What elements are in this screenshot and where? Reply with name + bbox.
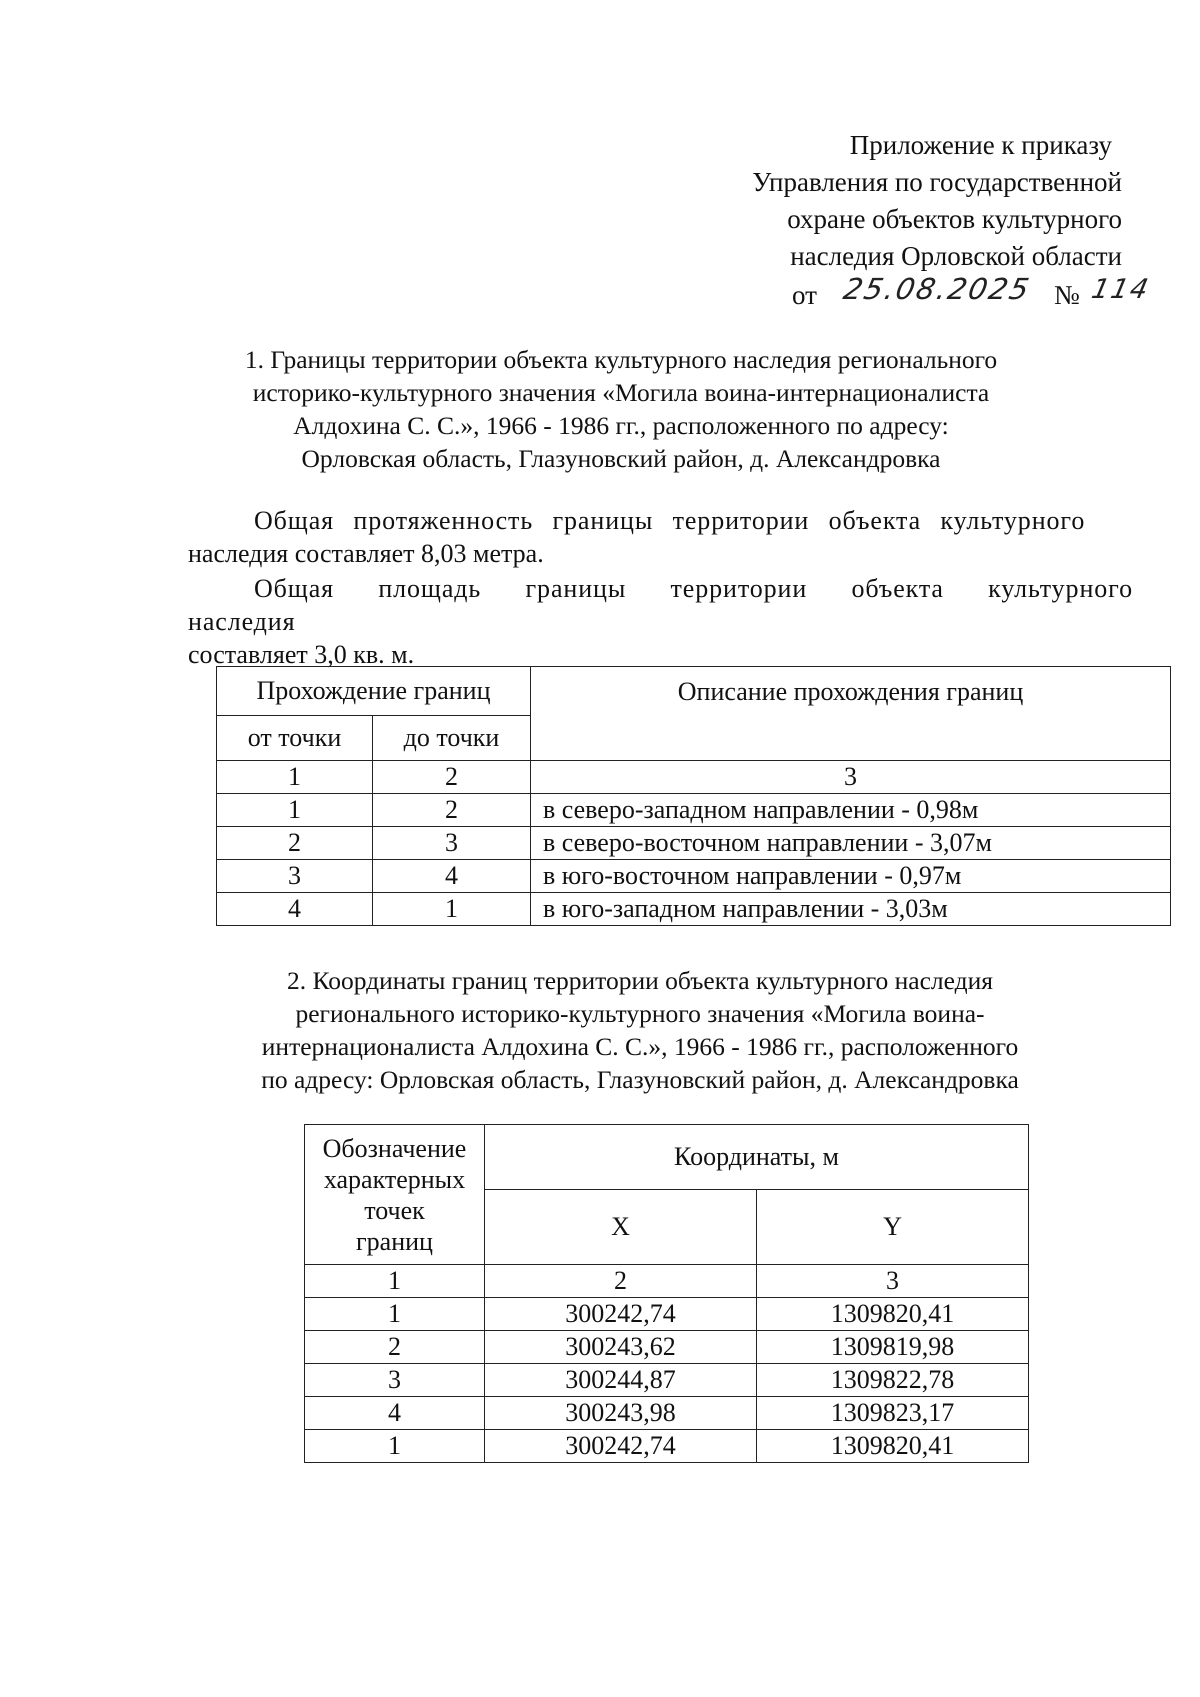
passage-description: в северо-западном направлении - 0,98м	[531, 794, 1171, 827]
points-header-line: точек	[364, 1195, 425, 1225]
y-header: Y	[757, 1190, 1029, 1265]
table-row	[217, 794, 1171, 827]
to-point: 3	[373, 827, 531, 860]
point-designation: 3	[305, 1364, 485, 1397]
date-prefix: от	[792, 280, 817, 310]
table-row	[217, 827, 1171, 860]
y-coordinate: 1309820,41	[757, 1298, 1029, 1331]
column-number: 2	[485, 1265, 757, 1298]
point-designation: 4	[305, 1397, 485, 1430]
header-line-2: Управления по государственной	[752, 167, 1122, 197]
x-header: X	[485, 1190, 757, 1265]
column-number: 3	[757, 1265, 1029, 1298]
from-point: 3	[217, 860, 373, 893]
handwritten-order-date: 25.08.2025	[840, 272, 1034, 306]
coordinates-header: Координаты, м	[485, 1125, 1029, 1190]
boundary-length-paragraph	[188, 504, 1133, 570]
section-1-heading-line: 1. Границы территории объекта культурного наследия регионального	[244, 345, 998, 374]
number-sign: №	[1054, 280, 1080, 310]
section-2-heading	[210, 964, 1070, 1096]
to-point: 4	[373, 860, 531, 893]
section-1-heading	[186, 343, 1056, 475]
points-header-line: границ	[356, 1226, 433, 1256]
boundary-area-paragraph	[188, 572, 1133, 671]
to-point: 1	[373, 893, 531, 926]
table-row	[305, 1331, 1029, 1364]
x-coordinate: 300242,74	[485, 1430, 757, 1463]
points-header-line: Обозначение	[322, 1133, 467, 1163]
order-date-line	[792, 272, 1153, 312]
table-row	[305, 1298, 1029, 1331]
header-line-1: Приложение к приказу	[849, 130, 1112, 160]
table-row	[217, 860, 1171, 893]
boundary-length-line-2: наследия составляет 8,03 метра.	[188, 539, 544, 568]
header-line-3: охране объектов культурного	[787, 204, 1122, 234]
from-point-header: от точки	[217, 716, 373, 761]
to-point: 2	[373, 794, 531, 827]
passage-description: в юго-восточном направлении - 0,97м	[531, 860, 1171, 893]
boundary-area-line-1: Общая площадь границы территории объекта культурного наследия	[188, 574, 1133, 636]
point-designation: 2	[305, 1331, 485, 1364]
to-point-header: до точки	[373, 716, 531, 761]
header-line-4: наследия Орловской области	[790, 241, 1122, 271]
description-header: Описание прохождения границ	[531, 667, 1171, 761]
point-designation: 1	[305, 1298, 485, 1331]
table-row	[217, 893, 1171, 926]
section-2-heading-line: интернационалиста Алдохина С. С.», 1966 - 1986 гг., расположенного	[261, 1032, 1019, 1061]
y-coordinate: 1309823,17	[757, 1397, 1029, 1430]
section-2-heading-line: 2. Координаты границ территории объекта культурного наследия	[287, 966, 993, 995]
column-number: 2	[373, 761, 531, 794]
from-point: 1	[217, 794, 373, 827]
boundary-passage-table	[216, 666, 1171, 926]
passage-header: Прохождение границ	[217, 667, 531, 716]
y-coordinate: 1309820,41	[757, 1430, 1029, 1463]
coordinates-table	[304, 1124, 1029, 1463]
x-coordinate: 300242,74	[485, 1298, 757, 1331]
points-header-line: характерных	[323, 1164, 466, 1194]
boundary-length-line-1: Общая протяженность границы территории объекта культурного	[254, 506, 1086, 535]
point-designation: 1	[305, 1430, 485, 1463]
from-point: 2	[217, 827, 373, 860]
table-row	[305, 1364, 1029, 1397]
table-numbering-row	[217, 761, 1171, 794]
section-1-heading-line: Орловская область, Глазуновский район, д. Александровка	[301, 444, 941, 473]
x-coordinate: 300243,98	[485, 1397, 757, 1430]
x-coordinate: 300244,87	[485, 1364, 757, 1397]
section-2-heading-line: регионального историко-культурного значения «Могила воина-	[295, 999, 985, 1028]
points-designation-header	[305, 1125, 485, 1265]
column-number: 1	[217, 761, 373, 794]
section-2-heading-line: по адресу: Орловская область, Глазуновский район, д. Александровка	[261, 1065, 1019, 1094]
section-1-heading-line: Алдохина С. С.», 1966 - 1986 гг., расположенного по адресу:	[293, 411, 949, 440]
table-row	[305, 1430, 1029, 1463]
column-number: 3	[531, 761, 1171, 794]
column-number: 1	[305, 1265, 485, 1298]
order-appendix-header	[752, 127, 1153, 312]
y-coordinate: 1309822,78	[757, 1364, 1029, 1397]
y-coordinate: 1309819,98	[757, 1331, 1029, 1364]
from-point: 4	[217, 893, 373, 926]
boundary-area-line-2: составляет 3,0 кв. м.	[188, 640, 415, 669]
table-numbering-row	[305, 1265, 1029, 1298]
x-coordinate: 300243,62	[485, 1331, 757, 1364]
passage-description: в северо-восточном направлении - 3,07м	[531, 827, 1171, 860]
passage-description: в юго-западном направлении - 3,03м	[531, 893, 1171, 926]
handwritten-order-number: 114	[1088, 274, 1153, 305]
section-1-heading-line: историко-культурного значения «Могила воина-интернационалиста	[252, 378, 990, 407]
table-row	[305, 1397, 1029, 1430]
